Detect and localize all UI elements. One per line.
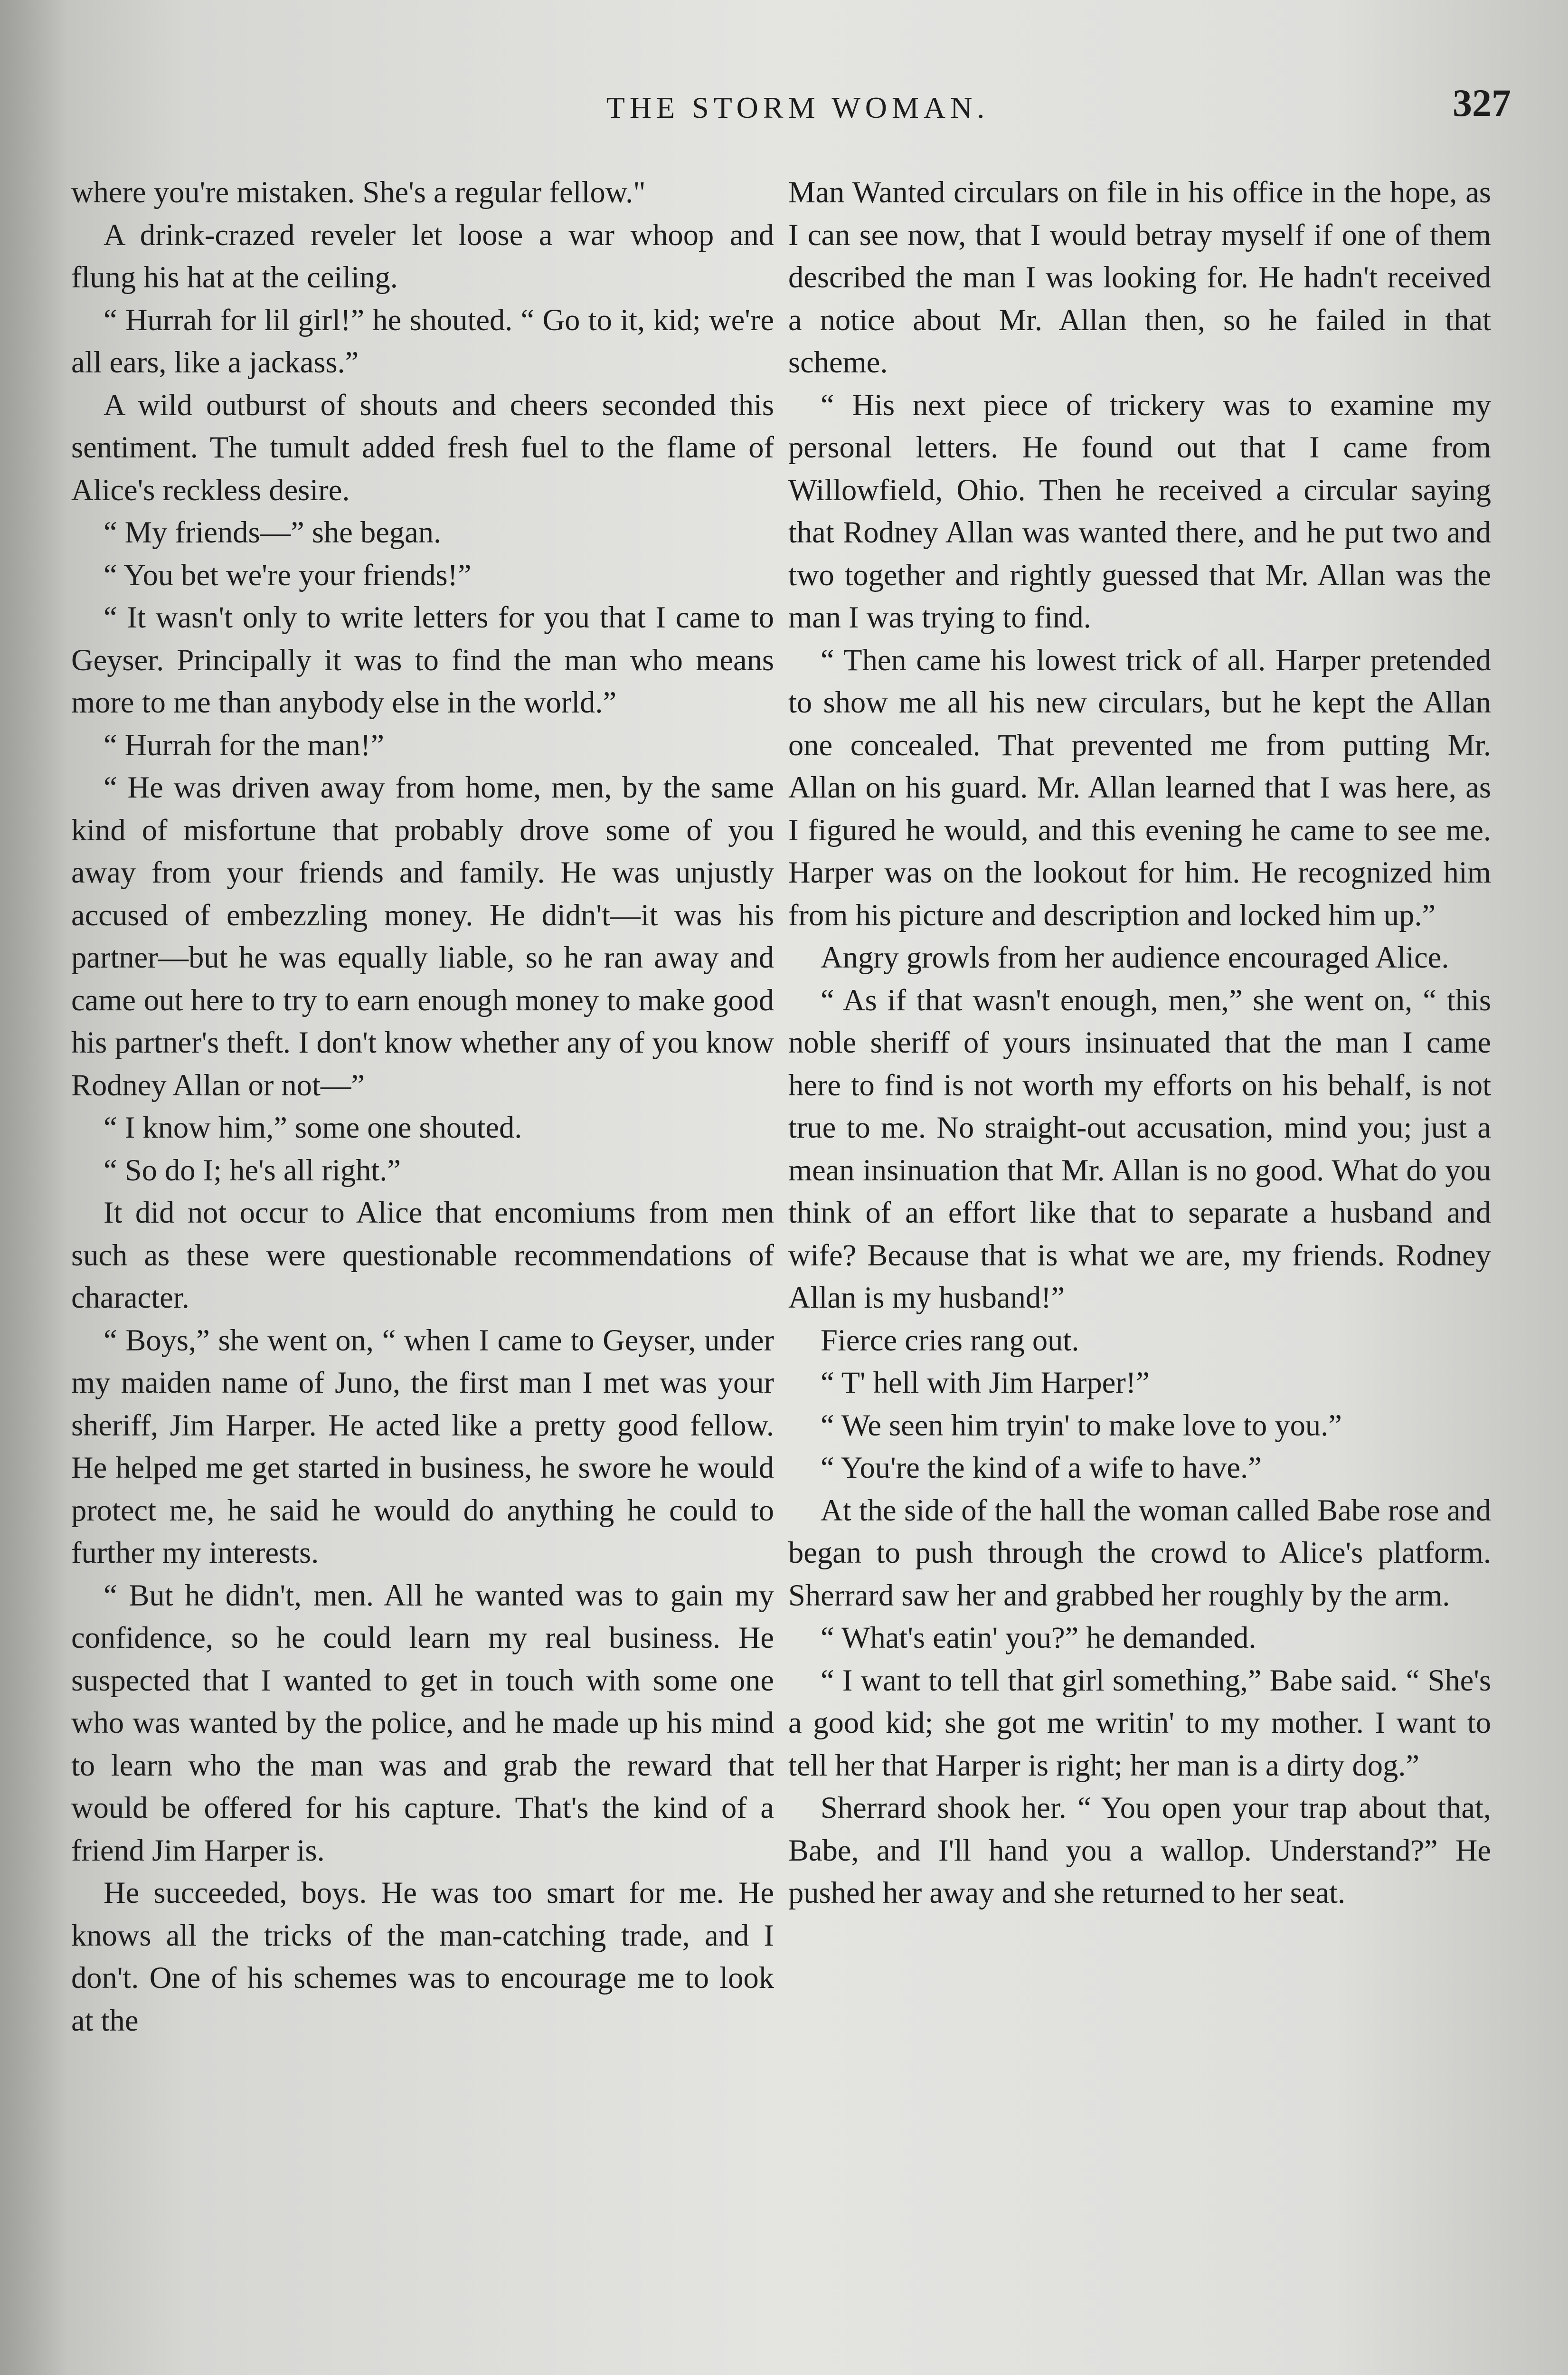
paragraph: Sherrard shook her. “ You open your trap about that, Babe, and I'll hand you a wallop. Understand?” He pushed her away and she returned to her seat. xyxy=(788,1791,1491,1910)
paragraph: At the side of the hall the woman called Babe rose and began to push through the crowd to Alice's platform. Sherrard saw her and grabbed her roughly by the arm. xyxy=(788,1493,1491,1612)
paragraph: A drink-crazed reveler let loose a war whoop and flung his hat at the ceiling. xyxy=(71,218,774,294)
paragraph: “ T' hell with Jim Harper!” xyxy=(821,1366,1150,1399)
paragraph: “ My friends—” she began. xyxy=(104,515,442,549)
paragraph: “ You're the kind of a wife to have.” xyxy=(821,1451,1262,1484)
left-text-column xyxy=(71,171,774,2375)
paragraph: “ You bet we're your friends!” xyxy=(104,558,472,592)
paragraph: “ Boys,” she went on, “ when I came to Geyser, under my maiden name of Juno, the first man I met was your sheriff, Jim Harper. He acted like a pretty good fellow. He helped me get started in business, he swore he would protect me, he said he would do anything he could to further my interests. xyxy=(71,1323,774,1569)
page-edge-shadow xyxy=(0,0,66,2375)
right-text-column xyxy=(788,171,1491,2375)
paragraph: “ As if that wasn't enough, men,” she went on, “ this noble sheriff of yours insinuated that the man I came here to find is not worth my efforts on his behalf, is not true to me. No straight-out accusation, mind you; just a mean insinuation that Mr. Allan is no good. What do you think of an effort like that to separate a husband and wife? Because that is what we are, my friends. Rodney Allan is my husband!” xyxy=(788,983,1491,1314)
paragraph: “ Hurrah for lil girl!” he shouted. “ Go to it, kid; we're all ears, like a jackass.” xyxy=(71,303,774,379)
paragraph: “ I know him,” some one shouted. xyxy=(104,1111,522,1144)
paragraph: “ Then came his lowest trick of all. Harper pretended to show me all his new circulars, but he kept the Allan one concealed. That prevented me from putting Mr. Allan on his guard. Mr. Allan learned that I was here, as I figured he would, and this evening he came to see me. Harper was on the lookout for him. He recognized him from his picture and description and locked him up.” xyxy=(788,643,1491,932)
paragraph: “ I want to tell that girl something,” Babe said. “ She's a good kid; she got me writin' to my mother. I want to tell her that Harper is right; her man is a dirty dog.” xyxy=(788,1663,1491,1782)
paragraph: “ It wasn't only to write letters for you that I came to Geyser. Principally it was to find the man who means more to me than anybody else in the world.” xyxy=(71,600,774,719)
running-title: THE STORM WOMAN. xyxy=(606,91,990,124)
paragraph: “ So do I; he's all right.” xyxy=(104,1153,401,1187)
paragraph: where you're mistaken. She's a regular fellow." xyxy=(71,175,646,209)
paragraph: He succeeded, boys. He was too smart for me. He knows all the tricks of the man-catching trade, and I don't. One of his schemes was to encourage me to look at the xyxy=(71,1876,774,2037)
paragraph: “ We seen him tryin' to make love to you.” xyxy=(821,1408,1342,1442)
paragraph: Fierce cries rang out. xyxy=(821,1323,1079,1357)
paragraph: Man Wanted circulars on file in his office in the hope, as I can see now, that I would betray myself if one of them described the man I was looking for. He hadn't received a notice about Mr. Allan then, so he failed in that scheme. xyxy=(788,175,1491,379)
paragraph: “ His next piece of trickery was to examine my personal letters. He found out that I came from Willowfield, Ohio. Then he received a circular saying that Rodney Allan was wanted there, and he put two and two together and rightly guessed that Mr. Allan was the man I was trying to find. xyxy=(788,388,1491,634)
page-number: 327 xyxy=(1453,81,1511,124)
page-header xyxy=(0,81,1568,147)
paragraph: “ What's eatin' you?” he demanded. xyxy=(821,1621,1256,1654)
paragraph: A wild outburst of shouts and cheers seconded this sentiment. The tumult added fresh fuel to the flame of Alice's reckless desire. xyxy=(71,388,774,507)
paragraph: “ But he didn't, men. All he wanted was to gain my confidence, so he could learn my real business. He suspected that I wanted to get in touch with some one who was wanted by the police, and he made up his mind to learn who the man was and grab the reward that would be offered for his capture. That's the kind of a friend Jim Harper is. xyxy=(71,1578,774,1867)
paragraph: It did not occur to Alice that encomiums from men such as these were questionable recommendations of character. xyxy=(71,1196,774,1314)
paragraph: “ Hurrah for the man!” xyxy=(104,728,384,762)
paragraph: Angry growls from her audience encouraged Alice. xyxy=(821,940,1449,974)
paragraph: “ He was driven away from home, men, by the same kind of misfortune that probably drove some of you away from your friends and family. He was unjustly accused of embezzling money. He didn't—it was his partner—but he was equally liable, so he ran away and came out here to try to earn enough money to make good his partner's theft. I don't know whether any of you know Rodney Allan or not—” xyxy=(71,770,774,1102)
